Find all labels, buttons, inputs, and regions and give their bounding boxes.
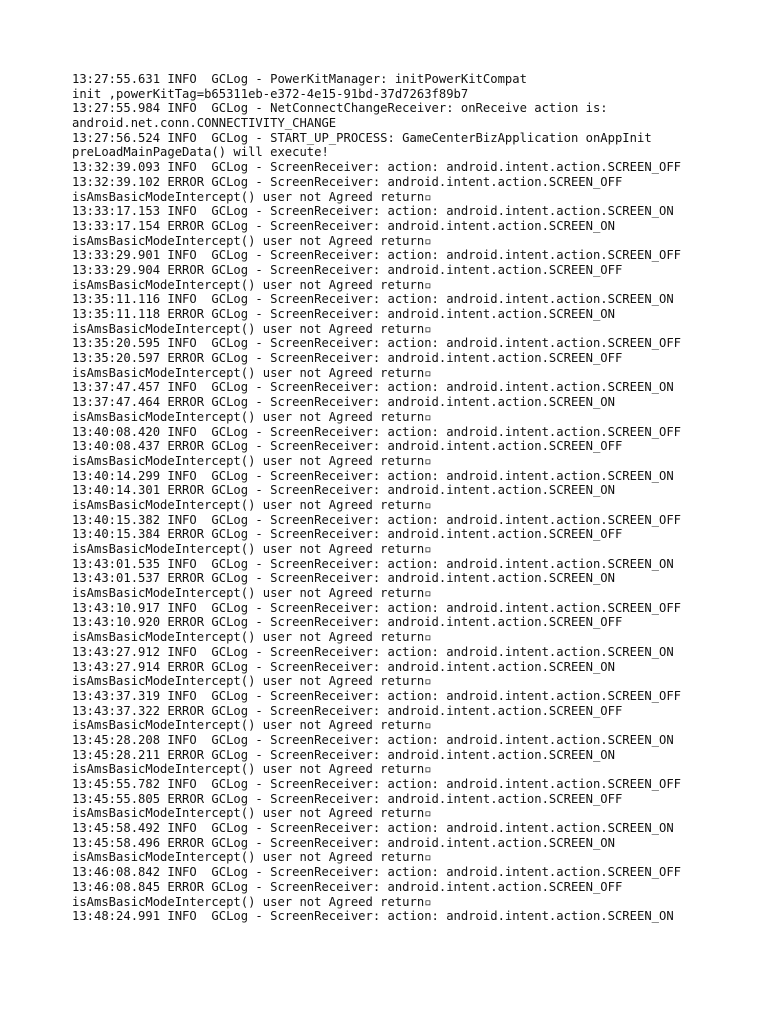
log-line: 13:40:14.299 INFO GCLog - ScreenReceiver: action: android.intent.action.SCREEN_ON [72,468,674,483]
log-line: isAmsBasicModeIntercept() user not Agreed return▫ [72,409,432,424]
log-line: 13:37:47.464 ERROR GCLog - ScreenReceiver: android.intent.action.SCREEN_ON [72,395,615,410]
log-line: 13:35:11.116 INFO GCLog - ScreenReceiver: action: android.intent.action.SCREEN_ON [72,292,674,307]
log-line: 13:35:20.597 ERROR GCLog - ScreenReceiver: android.intent.action.SCREEN_OFF [72,351,623,366]
log-line: isAmsBasicModeIntercept() user not Agreed return▫ [72,806,432,821]
log-line: isAmsBasicModeIntercept() user not Agreed return▫ [72,850,432,865]
log-line: 13:43:37.322 ERROR GCLog - ScreenReceiver: android.intent.action.SCREEN_OFF [72,703,623,718]
log-line: preLoadMainPageData() will execute! [72,145,329,160]
log-line: isAmsBasicModeIntercept() user not Agreed return▫ [72,233,432,248]
log-line: isAmsBasicModeIntercept() user not Agreed return▫ [72,674,432,689]
log-line: 13:43:37.319 INFO GCLog - ScreenReceiver: action: android.intent.action.SCREEN_OFF [72,688,682,703]
log-line: 13:33:29.904 ERROR GCLog - ScreenReceiver: android.intent.action.SCREEN_OFF [72,262,623,277]
log-line: 13:35:11.118 ERROR GCLog - ScreenReceiver: android.intent.action.SCREEN_ON [72,307,615,321]
log-line: isAmsBasicModeIntercept() user not Agreed return▫ [72,321,432,336]
log-line: 13:43:01.535 INFO GCLog - ScreenReceiver: action: android.intent.action.SCREEN_ON [72,556,674,571]
log-line: isAmsBasicModeIntercept() user not Agreed return▫ [72,894,432,909]
log-line: 13:27:55.631 INFO GCLog - PowerKitManager: initPowerKitCompat [72,72,527,86]
log-line: isAmsBasicModeIntercept() user not Agreed return▫ [72,189,432,204]
log-line: 13:46:08.845 ERROR GCLog - ScreenReceiver: android.intent.action.SCREEN_OFF [72,879,623,894]
log-line: 13:45:55.782 INFO GCLog - ScreenReceiver: action: android.intent.action.SCREEN_OFF [72,777,682,791]
log-line: 13:32:39.093 INFO GCLog - ScreenReceiver: action: android.intent.action.SCREEN_OFF [72,160,682,175]
log-line: 13:40:15.382 INFO GCLog - ScreenReceiver: action: android.intent.action.SCREEN_OFF [72,512,682,527]
log-line: isAmsBasicModeIntercept() user not Agreed return▫ [72,365,432,380]
log-line: isAmsBasicModeIntercept() user not Agreed return▫ [72,762,432,777]
log-line: isAmsBasicModeIntercept() user not Agreed return▫ [72,453,432,468]
log-line: 13:46:08.842 INFO GCLog - ScreenReceiver: action: android.intent.action.SCREEN_OFF [72,865,682,880]
log-line: isAmsBasicModeIntercept() user not Agreed return▫ [72,586,432,601]
log-line: 13:37:47.457 INFO GCLog - ScreenReceiver: action: android.intent.action.SCREEN_ON [72,380,674,395]
log-line: 13:40:15.384 ERROR GCLog - ScreenReceiver: android.intent.action.SCREEN_OFF [72,527,623,542]
log-line: 13:45:58.492 INFO GCLog - ScreenReceiver: action: android.intent.action.SCREEN_ON [72,821,674,836]
log-line: android.net.conn.CONNECTIVITY_CHANGE [72,116,337,131]
log-line: isAmsBasicModeIntercept() user not Agreed return▫ [72,542,432,556]
log-line: 13:32:39.102 ERROR GCLog - ScreenReceiver: android.intent.action.SCREEN_OFF [72,174,623,189]
log-line: 13:33:17.154 ERROR GCLog - ScreenReceiver: android.intent.action.SCREEN_ON [72,218,615,233]
log-line: 13:40:08.420 INFO GCLog - ScreenReceiver: action: android.intent.action.SCREEN_OFF [72,424,682,439]
log-document [72,72,752,924]
log-line: 13:45:28.208 INFO GCLog - ScreenReceiver: action: android.intent.action.SCREEN_ON [72,732,674,747]
log-line: 13:45:58.496 ERROR GCLog - ScreenReceiver: android.intent.action.SCREEN_ON [72,835,615,850]
log-line: 13:35:20.595 INFO GCLog - ScreenReceiver: action: android.intent.action.SCREEN_OFF [72,336,682,351]
log-line: 13:43:10.920 ERROR GCLog - ScreenReceiver: android.intent.action.SCREEN_OFF [72,615,623,630]
log-line: init ,powerKitTag=b65311eb-e372-4e15-91bd-37d7263f89b7 [72,86,469,101]
log-line: 13:43:01.537 ERROR GCLog - ScreenReceiver: android.intent.action.SCREEN_ON [72,571,615,586]
log-line: isAmsBasicModeIntercept() user not Agreed return▫ [72,718,432,733]
log-line: 13:27:56.524 INFO GCLog - START_UP_PROCESS: GameCenterBizApplication onAppInit [72,130,652,145]
log-line: 13:40:14.301 ERROR GCLog - ScreenReceiver: android.intent.action.SCREEN_ON [72,483,615,498]
log-line: 13:45:55.805 ERROR GCLog - ScreenReceiver: android.intent.action.SCREEN_OFF [72,791,623,806]
log-line: isAmsBasicModeIntercept() user not Agreed return▫ [72,630,432,645]
log-line: 13:40:08.437 ERROR GCLog - ScreenReceiver: android.intent.action.SCREEN_OFF [72,439,623,454]
log-line: 13:43:27.914 ERROR GCLog - ScreenReceiver: android.intent.action.SCREEN_ON [72,659,615,674]
log-line: 13:27:55.984 INFO GCLog - NetConnectChangeReceiver: onReceive action is: [72,101,608,116]
log-line: 13:43:27.912 INFO GCLog - ScreenReceiver: action: android.intent.action.SCREEN_ON [72,644,674,659]
log-line: 13:48:24.991 INFO GCLog - ScreenReceiver: action: android.intent.action.SCREEN_ON [72,909,674,924]
log-line: 13:33:17.153 INFO GCLog - ScreenReceiver: action: android.intent.action.SCREEN_ON [72,204,674,219]
log-line: 13:33:29.901 INFO GCLog - ScreenReceiver: action: android.intent.action.SCREEN_OFF [72,248,682,263]
log-line: isAmsBasicModeIntercept() user not Agreed return▫ [72,497,432,512]
log-line: 13:43:10.917 INFO GCLog - ScreenReceiver: action: android.intent.action.SCREEN_OFF [72,600,682,615]
log-line: isAmsBasicModeIntercept() user not Agreed return▫ [72,277,432,292]
log-line: 13:45:28.211 ERROR GCLog - ScreenReceiver: android.intent.action.SCREEN_ON [72,747,615,762]
